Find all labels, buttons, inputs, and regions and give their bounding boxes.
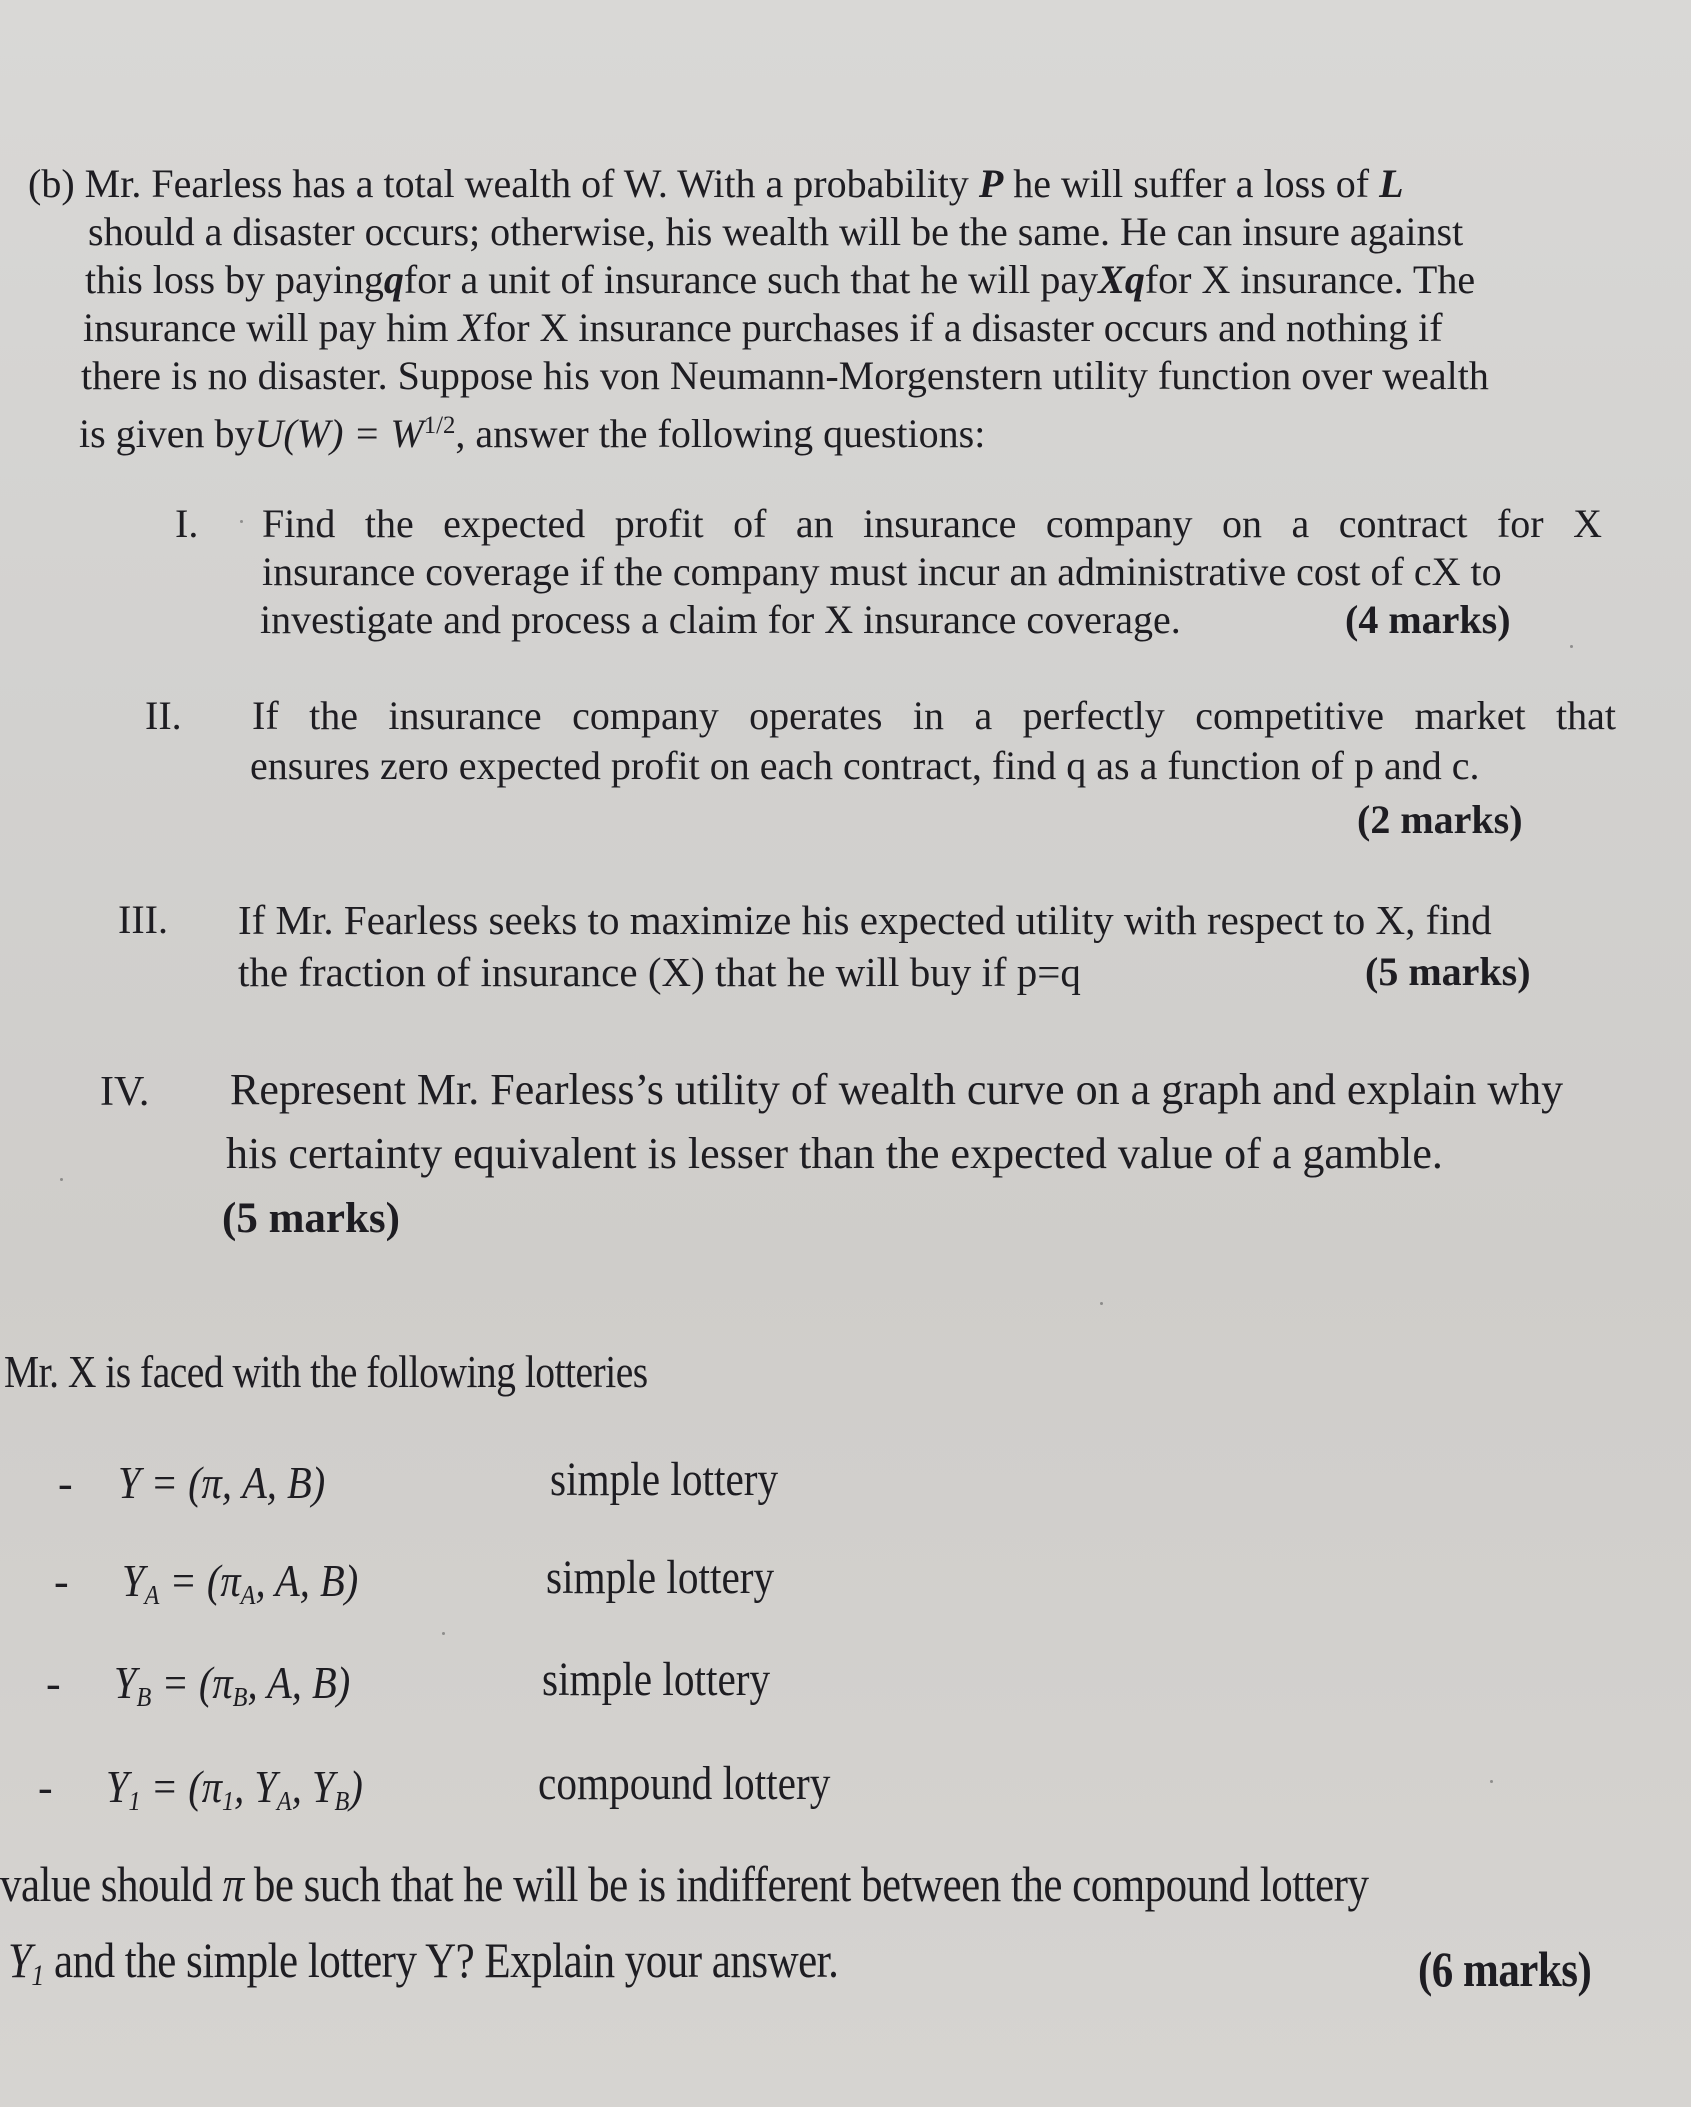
lotteries-question-line-2: $Y_1$ and the simple lottery Y? Explain your answer. [8,1932,839,1992]
intro-line-3: this loss by payingqfor a unit of insurance such that he will payXqfor X insurance. The [85,257,1476,302]
lottery-1-type: simple lottery [550,1453,779,1506]
lottery-1-dash: - [58,1459,73,1508]
question-2-line-2: ensures zero expected profit on each contract, find q as a function of p and c. [250,743,1480,788]
question-1-number: I. [175,501,199,546]
intro-line-6: is given $byU(W) = W^{1/2}$, answer the following questions: [79,411,986,456]
lotteries-question-marks: (6 marks) [1418,1941,1592,1997]
question-3-number: III. [118,897,168,942]
lottery-3-dash: - [46,1659,61,1708]
paper-speck [1570,645,1573,648]
question-2-text: If the insurance company operates in a perfectly competitive market that [252,693,1616,738]
paper-speck [1490,1780,1493,1783]
lottery-3-definition: $Y_B = (\pi_B$, A, B) [114,1657,351,1712]
lottery-4-definition: $Y_1 = (\pi_1$, $Y_A$, $Y_B$) [106,1761,363,1816]
question-3-marks: (5 marks) [1365,949,1531,994]
question-4-line-1: Represent Mr. Fearless’s utility of wealth curve on a graph and explain why [230,1065,1564,1114]
question-4-line-2: his certainty equivalent is lesser than the expected value of a gamble. [226,1129,1443,1178]
lottery-1-definition: Y = (π, A, B) [118,1457,326,1508]
utility-function: $U(W) = W^{1/2}$ [254,411,456,456]
paper-speck [1100,1302,1103,1305]
question-4-marks: (5 marks) [222,1195,400,1242]
question-4-number: IV. [100,1069,150,1115]
question-1-marks: (4 marks) [1345,597,1511,642]
intro-line-5: there is no disaster. Suppose his von Neumann-Morgenstern utility function over wealth [81,353,1489,398]
lotteries-question-line-1: value should π be such that he will be is indifferent between the compound lottery [0,1856,1369,1912]
paper-speck [442,1632,445,1635]
question-2-number: II. [145,693,182,738]
lottery-4-dash: - [38,1763,53,1812]
intro-line-2: should a disaster occurs; otherwise, his wealth will be the same. He can insure against [88,209,1464,254]
question-1-line-2: insurance coverage if the company must incur an administrative cost of cX to [262,549,1502,594]
question-2-marks: (2 marks) [1357,797,1523,842]
intro-line-1: (b) Mr. Fearless has a total wealth of W. With a probability P he will suffer a loss of L [28,161,1404,206]
lottery-2-type: simple lottery [546,1551,775,1604]
question-1-line-3: investigate and process a claim for X insurance coverage. [260,597,1181,642]
lottery-4-type: compound lottery [538,1757,831,1810]
question-1-text: Find the expected profit of an insurance company on a contract for X [262,501,1602,546]
paper-speck [240,520,243,523]
question-3-line-1: If Mr. Fearless seeks to maximize his expected utility with respect to X, find [238,897,1492,943]
lotteries-intro: Mr. X is faced with the following lotteries [4,1346,648,1397]
intro-line-4: insurance will pay him Xfor X insurance purchases if a disaster occurs and nothing if [83,305,1443,350]
lottery-2-definition: $Y_A = (\pi_A$, A, B) [122,1555,359,1610]
lottery-3-type: simple lottery [542,1653,771,1706]
part-label: (b) [28,161,75,206]
lottery-2-dash: - [54,1557,69,1606]
question-3-line-2: the fraction of insurance (X) that he will buy if p=q [238,949,1081,995]
paper-speck [60,1178,63,1181]
